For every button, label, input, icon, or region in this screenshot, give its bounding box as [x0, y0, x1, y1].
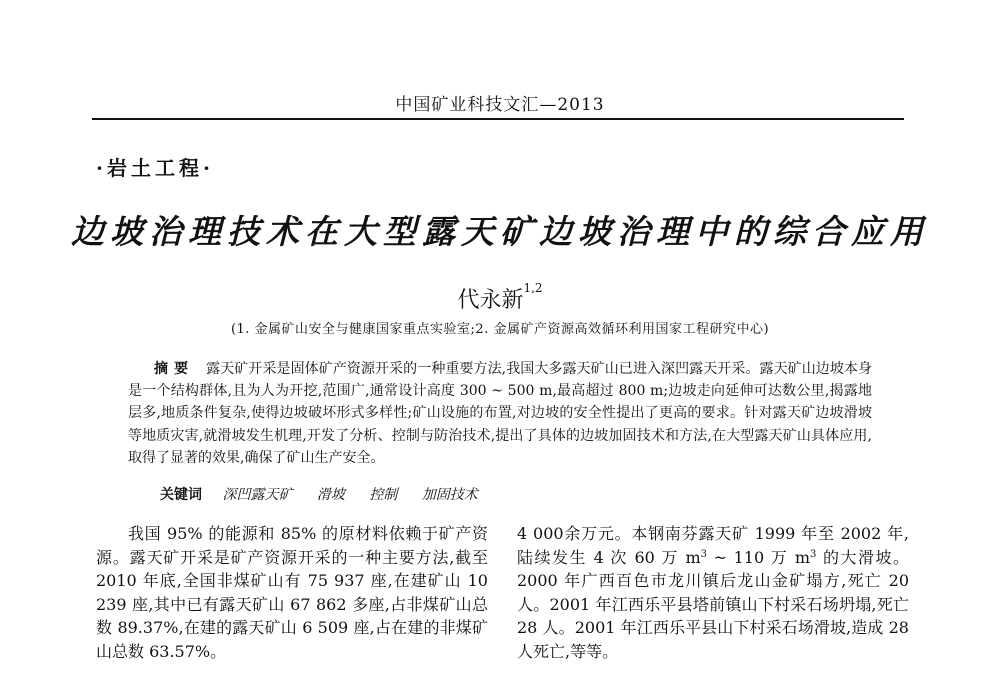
abstract [128, 358, 872, 469]
author-affiliation-marks: 1,2 [523, 281, 543, 295]
section-label: ·岩土工程· [96, 156, 214, 180]
abstract-text: 露天矿开采是固体矿产资源开采的一种重要方法,我国大多露天矿山已进入深凹露天开采。露天矿山边坡本身是一个结构群体,且为人为开挖,范围广,通常设计高度 300 ~ 500 m,最高超过 800 m;边坡走向延伸可达数公里,揭露地层多,地质条件复杂,使得边坡破坏形式多样性;矿山设施的布置,对边坡的安全性提出了更高的要求。针对露天矿边坡滑坡等地质灾害,就滑坡发生机理,开发了分析、控制与防治技术,提出了具体的边坡加固技术和方法,在大型露天矿山具体应用,取得了显著的效果,确保了矿山生产安全。 [128, 361, 873, 466]
running-header: 中国矿业科技文汇—2013 [395, 95, 605, 115]
body-right-text-3: 的大滑坡。2000 年广西百色市龙川镇后龙山金矿塌方,死亡 20 人。2001 年江西乐平县塔前镇山下村采石场坍塌,死亡 28 人。2001 年江西乐平县山下村采石场滑坡,造成 28 人死亡,等等。 [517, 547, 909, 661]
header-rule [92, 118, 904, 120]
body-column-left: 我国 95% 的能源和 85% 的原材料依赖于矿产资源。露天矿开采是矿产资源开采的一种主要方法,截至 2010 年底,全国非煤矿山有 75 937 座,在建矿山 10 239 座,其中已有露天矿山 67 862 多座,占非煤矿山总数 89.37%,在建的露天矿山 6 509 座,占在建的非煤矿山总数 63.57%。 [96, 524, 488, 661]
author-name: 代永新 [457, 288, 524, 313]
keyword: 滑坡 [316, 487, 345, 503]
paper-title: 边坡治理技术在大型露天矿边坡治理中的综合应用 [71, 212, 929, 251]
affiliations: (1. 金属矿山安全与健康国家重点实验室;2. 金属矿产资源高效循环利用国家工程研究中心) [230, 322, 770, 337]
keywords [160, 484, 498, 504]
keywords-label: 关键词 [160, 487, 202, 503]
body-right-text-1: 4 000余万元。本钢南芬露天矿 1999 年至 2002 年,陆续发生 4 次 60 万 m [517, 524, 909, 567]
abstract-label: 摘要 [154, 361, 195, 377]
author [0, 283, 1000, 314]
keyword: 加固技术 [421, 487, 478, 503]
superscript-3: 3 [700, 548, 708, 560]
body-column-right [517, 522, 909, 663]
body-right-text-2: ~ 110 万 m [707, 547, 811, 567]
superscript-3: 3 [810, 548, 817, 560]
keyword: 深凹露天矿 [222, 487, 293, 503]
keyword: 控制 [369, 487, 398, 503]
